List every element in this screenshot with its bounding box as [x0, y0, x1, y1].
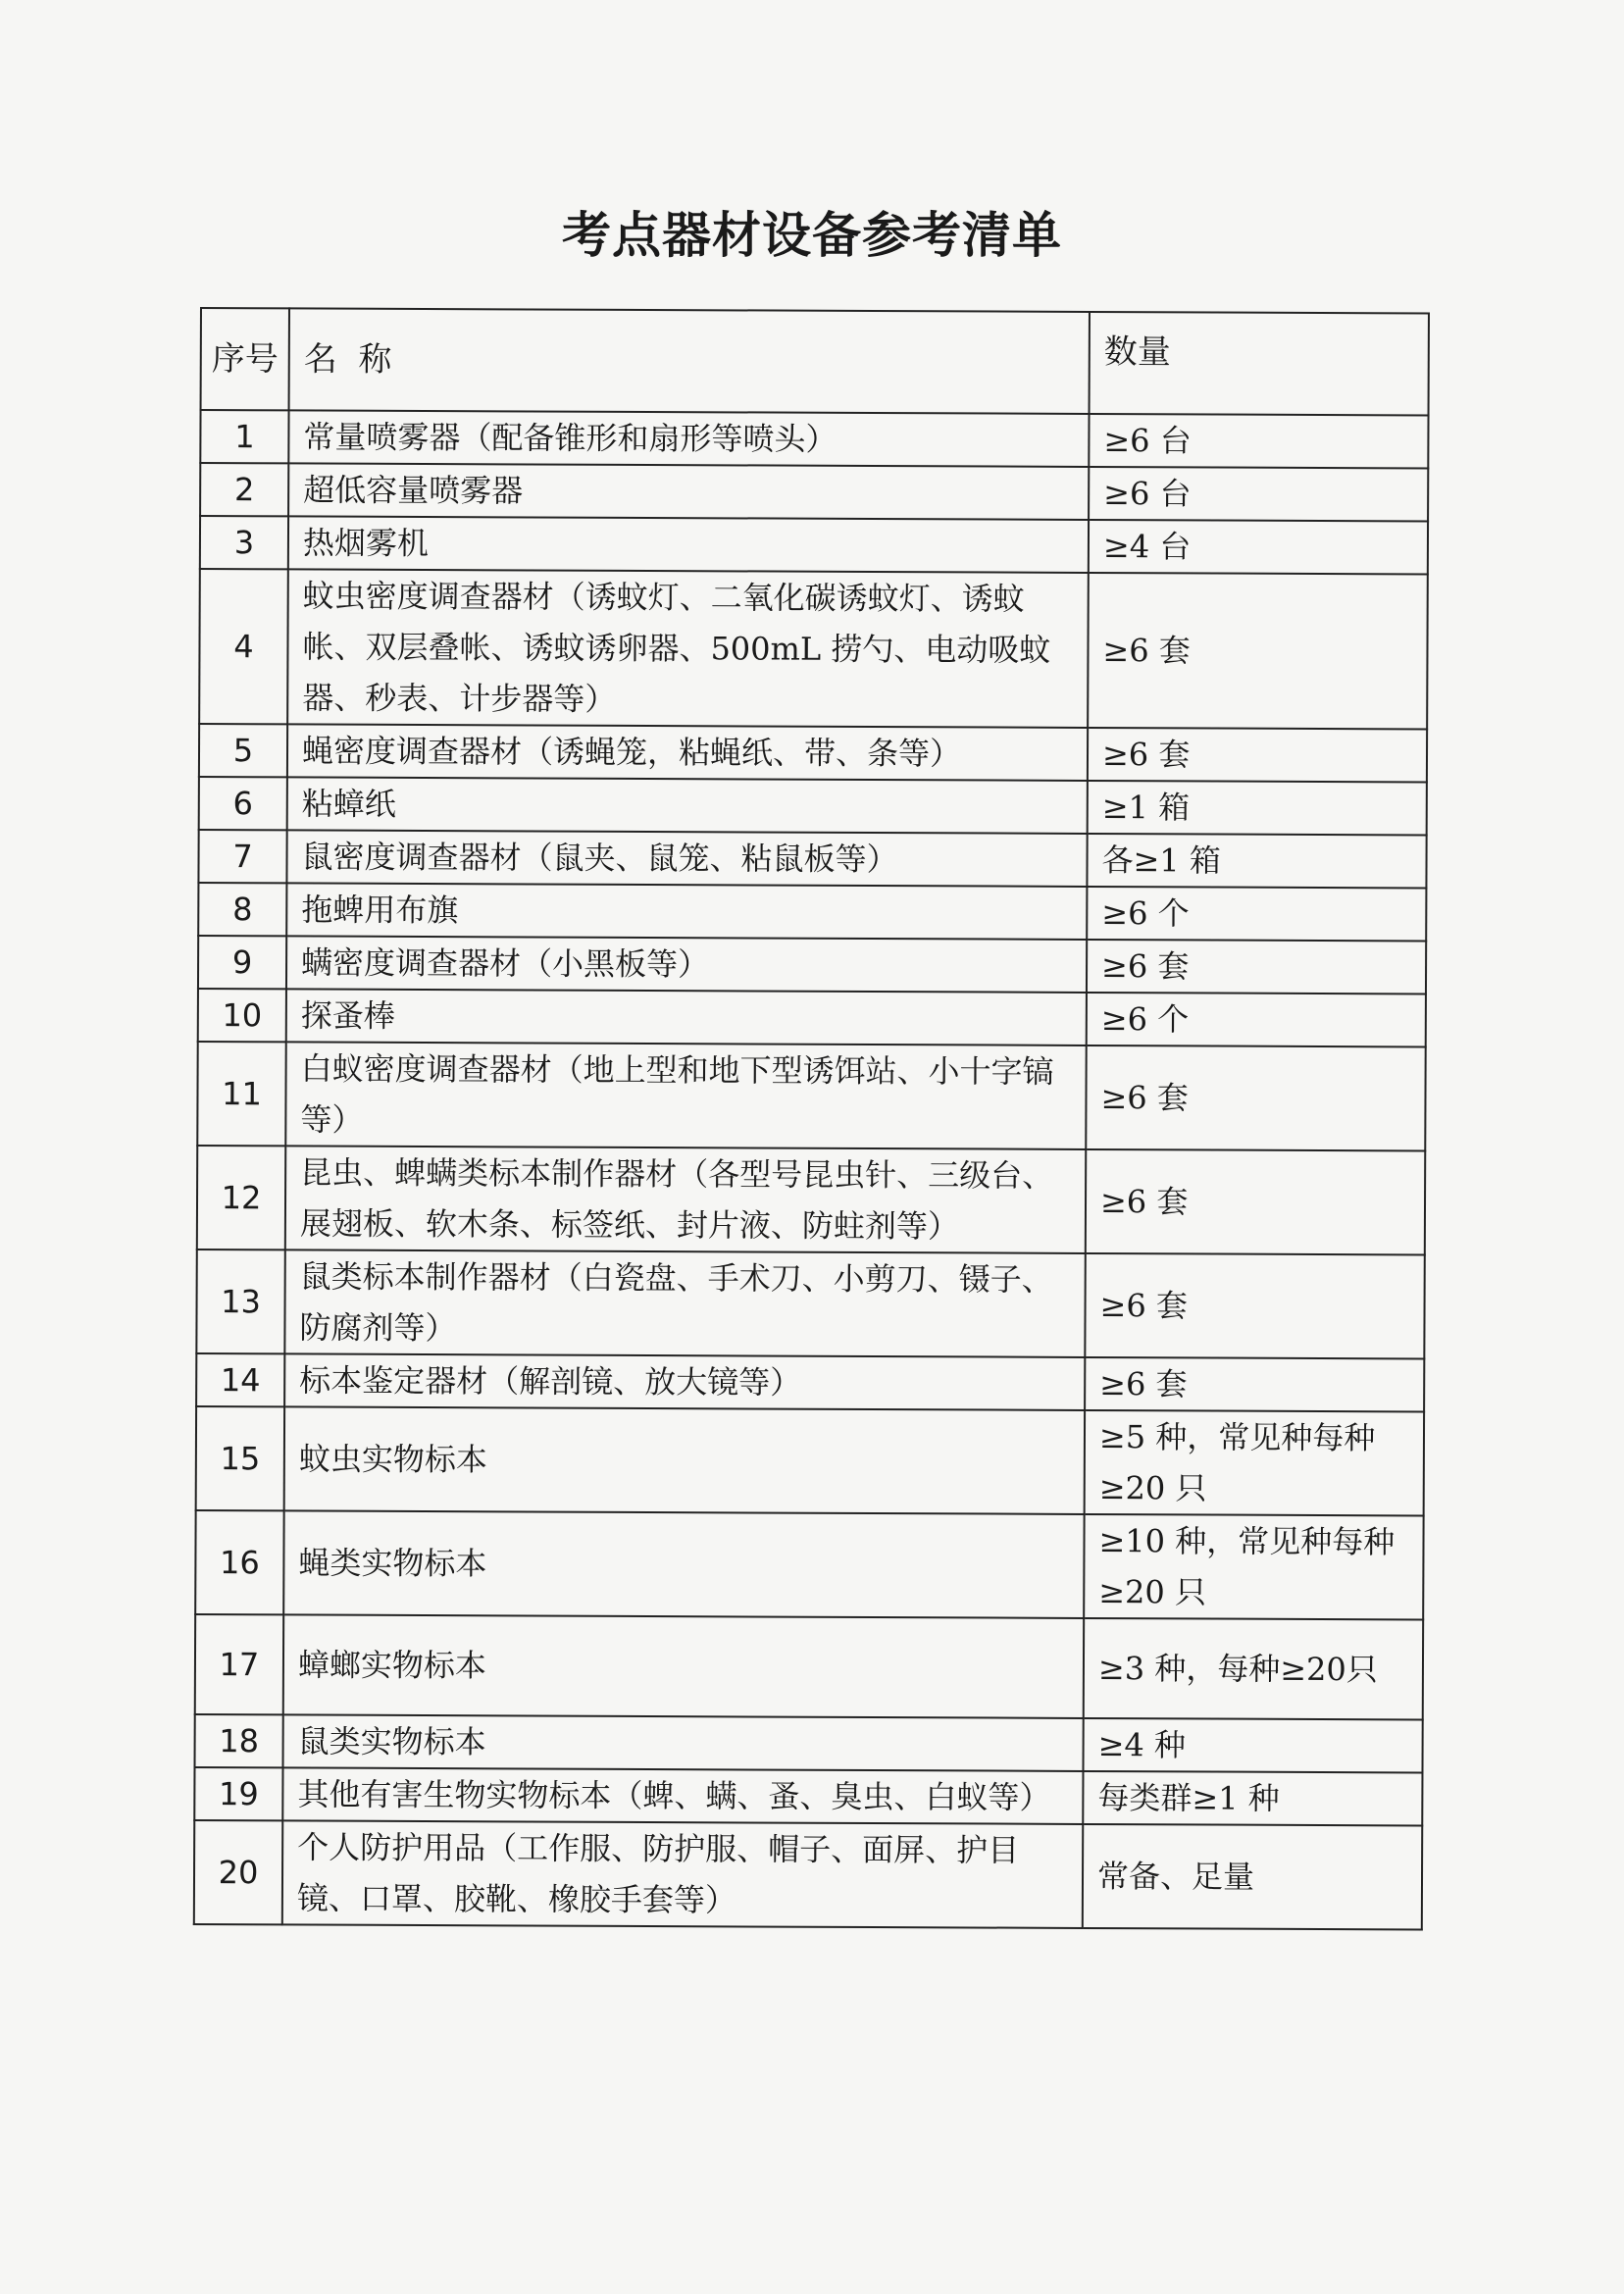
row-quantity: 每类群≥1 种 — [1083, 1771, 1422, 1826]
row-name: 鼠类实物标本 — [283, 1714, 1084, 1771]
table-row — [196, 1353, 1424, 1411]
table-row — [199, 569, 1428, 729]
table-row — [197, 1042, 1425, 1150]
row-index: 9 — [198, 936, 286, 989]
row-name: 蝇密度调查器材（诱蝇笼，粘蝇纸、带、条等） — [287, 724, 1088, 781]
row-name: 拖蜱用布旗 — [286, 883, 1087, 940]
row-quantity: ≥4 台 — [1089, 520, 1428, 575]
table-row — [196, 1249, 1424, 1358]
row-quantity: ≥6 套 — [1085, 1357, 1424, 1412]
row-index: 8 — [198, 883, 286, 936]
row-index: 6 — [199, 777, 287, 830]
row-index: 16 — [195, 1510, 283, 1614]
row-index: 17 — [195, 1614, 283, 1714]
row-index: 3 — [200, 516, 288, 569]
row-index: 10 — [198, 989, 286, 1042]
header-quantity: 数量 — [1090, 312, 1429, 416]
row-name: 蚊虫实物标本 — [284, 1406, 1085, 1514]
row-quantity: ≥6 套 — [1088, 728, 1427, 783]
table-row — [198, 883, 1426, 941]
row-name: 超低容量喷雾器 — [288, 463, 1089, 520]
row-quantity: ≥6 套 — [1085, 1253, 1424, 1359]
table-row — [194, 1820, 1422, 1929]
table-row — [196, 1406, 1424, 1515]
row-name: 蟑螂实物标本 — [283, 1614, 1084, 1718]
row-quantity: ≥5 种，常见种每种≥20 只 — [1085, 1410, 1424, 1516]
table-row — [195, 1614, 1423, 1719]
row-name: 昆虫、蜱螨类标本制作器材（各型号昆虫针、三级台、展翅板、软木条、标签纸、封片液、防蛀剂等） — [285, 1146, 1086, 1253]
row-index: 18 — [195, 1714, 283, 1767]
row-quantity: 常备、足量 — [1083, 1824, 1422, 1930]
row-name: 标本鉴定器材（解剖镜、放大镜等） — [284, 1353, 1085, 1410]
row-index: 7 — [198, 830, 286, 883]
row-index: 4 — [199, 569, 288, 724]
row-quantity: 各≥1 箱 — [1087, 834, 1426, 889]
row-name: 白蚁密度调查器材（地上型和地下型诱饵站、小十字镐等） — [285, 1042, 1086, 1149]
table-row — [199, 777, 1427, 835]
header-index: 序号 — [201, 308, 289, 410]
table-row — [200, 463, 1428, 521]
table-row — [195, 1714, 1423, 1772]
table-row — [195, 1510, 1423, 1619]
row-index: 15 — [196, 1406, 284, 1510]
row-name: 鼠类标本制作器材（白瓷盘、手术刀、小剪刀、镊子、防腐剂等） — [284, 1249, 1085, 1357]
table-header-row — [201, 308, 1429, 415]
table-row — [194, 1767, 1422, 1825]
row-quantity: ≥6 台 — [1089, 414, 1428, 469]
row-quantity: ≥4 种 — [1083, 1718, 1422, 1773]
row-index: 19 — [194, 1767, 282, 1820]
row-quantity: ≥10 种，常见种每种≥20 只 — [1084, 1514, 1423, 1620]
row-name: 热烟雾机 — [288, 516, 1089, 573]
row-index: 5 — [199, 724, 287, 777]
row-name: 常量喷雾器（配备锥形和扇形等喷头） — [288, 410, 1089, 467]
row-quantity: ≥6 个 — [1087, 993, 1426, 1047]
row-index: 2 — [200, 463, 288, 516]
row-index: 12 — [197, 1146, 285, 1249]
row-index: 11 — [197, 1042, 285, 1146]
table-row — [200, 410, 1428, 468]
row-quantity: ≥6 个 — [1087, 887, 1426, 942]
row-index: 20 — [194, 1820, 282, 1924]
row-quantity: ≥1 箱 — [1088, 781, 1427, 836]
row-quantity: ≥3 种，每种≥20只 — [1084, 1618, 1423, 1720]
row-name: 蚊虫密度调查器材（诱蚊灯、二氧化碳诱蚊灯、诱蚊帐、双层叠帐、诱蚊诱卵器、500mL 捞勺、电动吸蚊器、秒表、计步器等） — [287, 569, 1089, 728]
table-row — [198, 989, 1426, 1046]
row-name: 个人防护用品（工作服、防护服、帽子、面屏、护目镜、口罩、胶靴、橡胶手套等） — [282, 1820, 1083, 1928]
row-name: 蝇类实物标本 — [283, 1510, 1084, 1618]
table-row — [198, 830, 1426, 888]
row-name: 螨密度调查器材（小黑板等） — [286, 936, 1087, 993]
table-row — [198, 936, 1426, 994]
table-row — [200, 516, 1428, 574]
row-name: 探蚤棒 — [286, 989, 1087, 1045]
row-index: 1 — [200, 410, 288, 463]
header-name: 名 称 — [289, 308, 1090, 414]
equipment-table — [193, 307, 1430, 1930]
page-title: 考点器材设备参考清单 — [562, 207, 1062, 264]
row-quantity: ≥6 套 — [1088, 573, 1428, 730]
row-quantity: ≥6 套 — [1087, 940, 1426, 994]
row-quantity: ≥6 套 — [1086, 1045, 1425, 1151]
row-quantity: ≥6 台 — [1089, 467, 1428, 522]
row-name: 鼠密度调查器材（鼠夹、鼠笼、粘鼠板等） — [286, 830, 1087, 887]
row-index: 14 — [196, 1353, 284, 1406]
row-index: 13 — [196, 1249, 284, 1353]
row-name: 粘蟑纸 — [287, 777, 1088, 834]
row-quantity: ≥6 套 — [1086, 1149, 1425, 1255]
table-row — [197, 1146, 1425, 1254]
table-row — [199, 724, 1427, 782]
row-name: 其他有害生物实物标本（蜱、螨、蚤、臭虫、白蚁等） — [282, 1767, 1083, 1824]
